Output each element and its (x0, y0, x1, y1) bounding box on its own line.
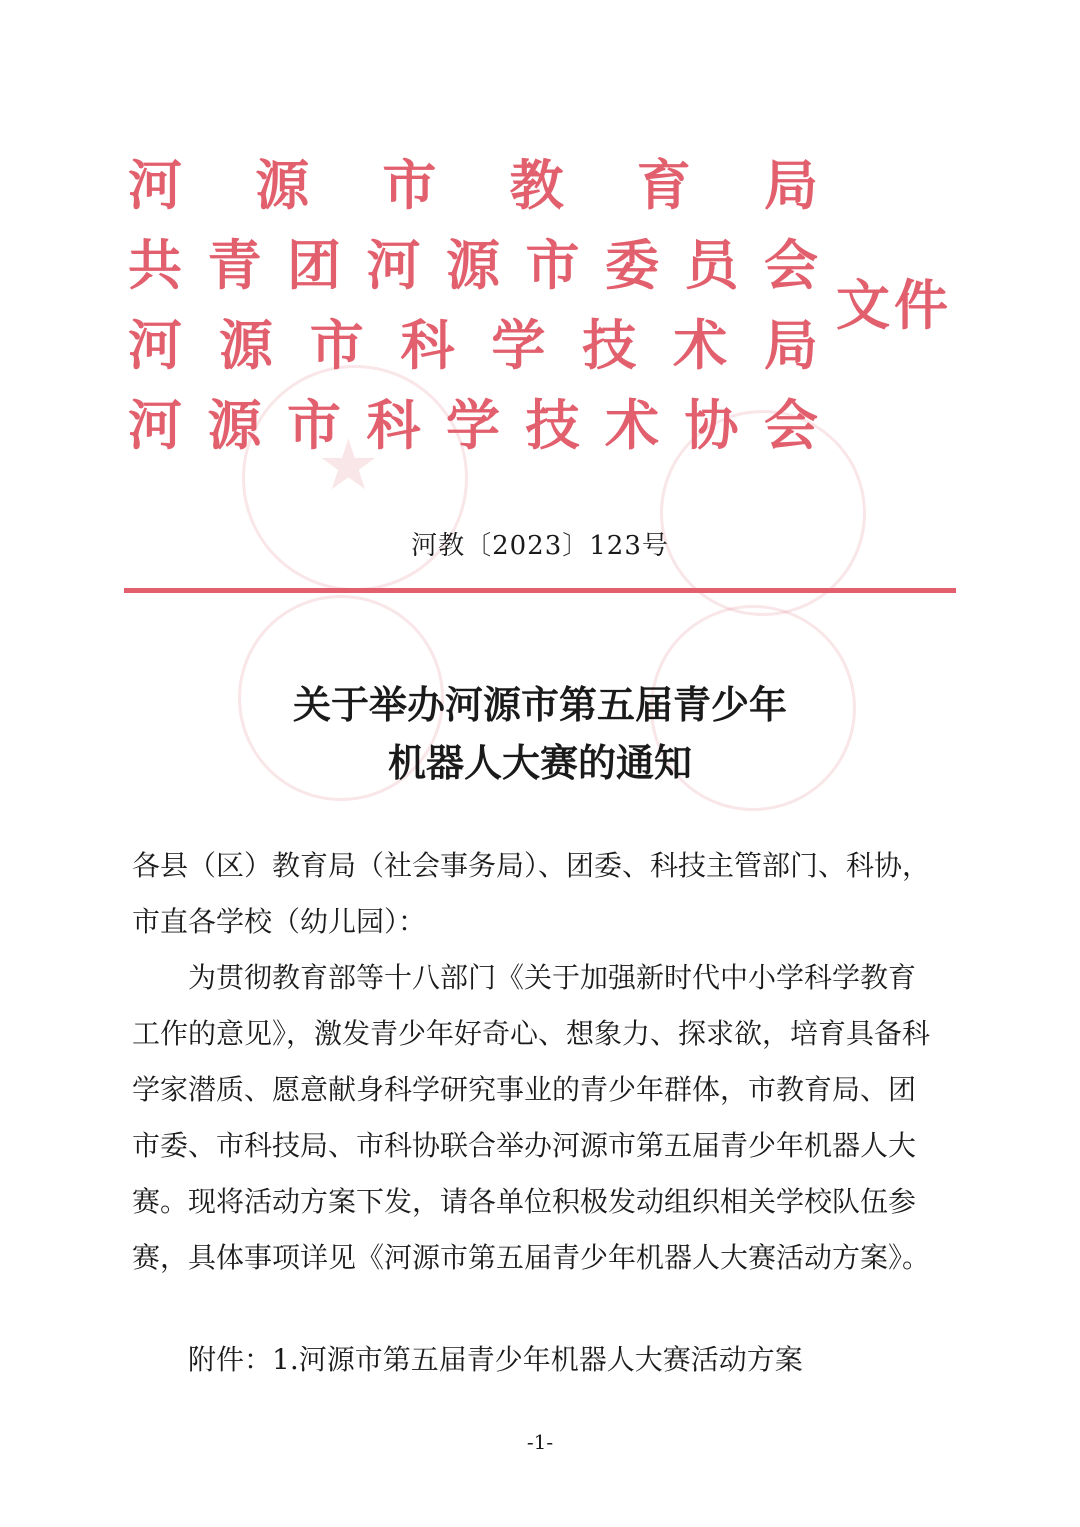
issuer-char: 术 (673, 314, 728, 377)
page-number: -1- (526, 1430, 554, 1454)
attachment-line (188, 1332, 803, 1388)
body-line: 市委、市科技局、市科协联合举办河源市第五届青少年机器人大 (132, 1129, 917, 1162)
issuer-char: 河 (128, 154, 182, 217)
issuer-char: 技 (582, 314, 637, 377)
issuer-char: 市 (309, 314, 364, 377)
issuer-char: 市 (287, 394, 341, 457)
document-number: 河教〔2023〕123号 (411, 531, 669, 561)
body-paragraph (132, 950, 952, 1286)
issuer-char: 会 (764, 394, 818, 457)
addressee-line: 各县（区）教育局（社会事务局）、团委、科技主管部门、科协， (132, 849, 931, 882)
body-line: 赛。现将活动方案下发，请各单位积极发动组织相关学校队伍参 (132, 1185, 917, 1218)
issuer-char: 市 (525, 234, 580, 297)
issuer-char: 协 (684, 394, 739, 457)
body-line: 工作的意见》，激发青少年好奇心、想象力、探求欲，培育具备科 (132, 1017, 931, 1050)
addressee (132, 838, 952, 950)
issuer-char: 青 (207, 234, 262, 297)
body-line: 赛，具体事项详见《河源市第五届青少年机器人大赛活动方案》。 (132, 1241, 931, 1274)
attachment-text: 附件：1.河源市第五届青少年机器人大赛活动方案 (188, 1343, 803, 1376)
issuer-char: 员 (684, 234, 739, 297)
issuer-char: 团 (287, 234, 341, 297)
notice-title-line-1: 关于举办河源市第五届青少年 (292, 683, 787, 727)
issuer-char: 局 (763, 314, 818, 377)
issuer-char: 术 (605, 394, 659, 457)
issuer-char: 源 (446, 234, 500, 297)
addressee-line: 市直各学校（幼儿园）： (132, 905, 427, 938)
issuer-char: 市 (382, 154, 437, 217)
document-type-label: 文件 (836, 274, 952, 337)
issuer-char: 河 (366, 234, 421, 297)
issuer-char: 技 (525, 394, 580, 457)
issuer-char: 科 (366, 394, 421, 457)
issuer-char: 源 (207, 394, 262, 457)
issuer-char: 委 (605, 234, 659, 297)
body-line: 学家潜质、愿意献身科学研究事业的青少年群体，市教育局、团 (132, 1073, 917, 1106)
issuer-char: 局 (763, 154, 818, 217)
issuer-char: 教 (509, 154, 564, 217)
issuer-char: 学 (446, 394, 500, 457)
issuer-line-youth-league (128, 230, 818, 302)
seal-star-icon: ★ (317, 424, 380, 506)
issuer-line-science-association (128, 390, 818, 462)
notice-title-line-2: 机器人大赛的通知 (387, 741, 692, 785)
issuer-char: 会 (764, 234, 818, 297)
issuer-char: 河 (128, 314, 182, 377)
issuer-char: 共 (128, 234, 182, 297)
issuer-char: 源 (255, 154, 310, 217)
issuer-char: 学 (491, 314, 546, 377)
issuer-char: 科 (400, 314, 455, 377)
issuer-line-science-bureau (128, 310, 818, 382)
issuer-char: 育 (636, 154, 691, 217)
body-line: 为贯彻教育部等十八部门《关于加强新时代中小学科学教育 (188, 961, 917, 994)
header-divider (124, 588, 956, 593)
issuer-char: 源 (218, 314, 273, 377)
issuer-line-education-bureau (128, 150, 818, 222)
issuer-char: 河 (128, 394, 182, 457)
